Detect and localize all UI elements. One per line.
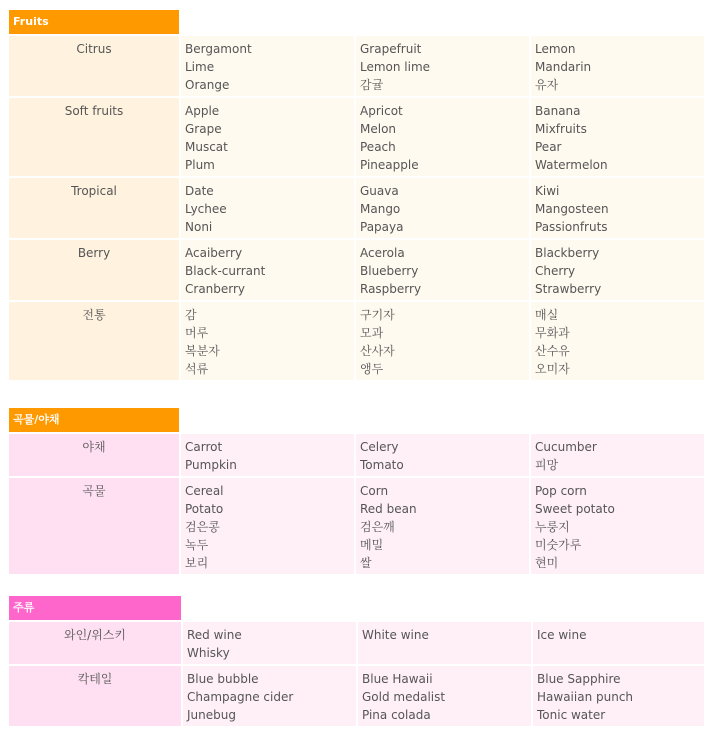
- item-label: Date: [185, 184, 214, 198]
- item-label: 쌀: [360, 556, 372, 570]
- alcohol-section: [9, 596, 181, 620]
- category-label: 전통: [82, 308, 106, 322]
- item-cell: [531, 434, 704, 476]
- item-cell: [356, 178, 529, 238]
- fruits-section: [9, 10, 179, 34]
- category-label: Soft fruits: [64, 104, 124, 118]
- item-cell: [358, 622, 531, 664]
- item-label: Carrot: [185, 440, 223, 454]
- category-cell: [9, 622, 181, 664]
- category-cell: [9, 434, 179, 476]
- category-label: 칵테일: [77, 672, 113, 686]
- item-label: Ice wine: [537, 628, 587, 642]
- item-label: Bergamont: [185, 42, 252, 56]
- item-label: Cereal: [185, 484, 224, 498]
- item-cell: [533, 622, 704, 664]
- item-cell: [356, 302, 529, 380]
- item-label: Orange: [185, 78, 230, 92]
- item-label: 매실: [535, 308, 559, 322]
- item-label: 산사자: [360, 344, 395, 358]
- item-label: 유자: [535, 78, 559, 92]
- item-label: Blue Sapphire: [537, 672, 621, 686]
- item-label: Blackberry: [535, 246, 600, 260]
- item-label: Blue Hawaii: [362, 672, 433, 686]
- category-cell: [9, 178, 179, 238]
- table-row: [9, 98, 704, 176]
- item-label: Peach: [360, 140, 396, 154]
- item-label: Acaiberry: [185, 246, 243, 260]
- item-label: Cucumber: [535, 440, 597, 454]
- item-label: Raspberry: [360, 282, 422, 296]
- item-cell: [531, 240, 704, 300]
- table-row: [9, 434, 704, 476]
- item-label: Blue bubble: [187, 672, 259, 686]
- item-label: Mango: [360, 202, 401, 216]
- item-label: White wine: [362, 628, 429, 642]
- item-label: Lemon lime: [360, 60, 431, 74]
- table-row: [9, 622, 704, 664]
- item-label: Champagne cider: [187, 690, 294, 704]
- item-label: Melon: [360, 122, 397, 136]
- alcohol-tab: 주류: [9, 596, 181, 620]
- item-label: 피망: [535, 458, 559, 472]
- item-label: 보리: [185, 556, 209, 570]
- grain-vegetable-table: [7, 432, 706, 576]
- item-label: 현미: [535, 556, 559, 570]
- category-cell: [9, 478, 179, 574]
- item-cell: [533, 666, 704, 726]
- item-label: Passionfruts: [535, 220, 608, 234]
- item-label: 무화과: [535, 326, 570, 340]
- item-label: Lychee: [185, 202, 227, 216]
- item-cell: [531, 98, 704, 176]
- table-row: [9, 36, 704, 96]
- item-label: Pop corn: [535, 484, 587, 498]
- item-label: Black-currant: [185, 264, 266, 278]
- category-cell: [9, 240, 179, 300]
- item-label: 앵두: [360, 362, 384, 376]
- item-label: Grapefruit: [360, 42, 422, 56]
- item-label: Grape: [185, 122, 222, 136]
- item-label: Noni: [185, 220, 213, 234]
- item-label: Lime: [185, 60, 215, 74]
- item-label: 누룽지: [535, 520, 570, 534]
- item-label: Mangosteen: [535, 202, 609, 216]
- item-label: Papaya: [360, 220, 404, 234]
- item-cell: [181, 178, 354, 238]
- item-label: Potato: [185, 502, 224, 516]
- item-label: Gold medalist: [362, 690, 446, 704]
- item-label: Hawaiian punch: [537, 690, 634, 704]
- category-label: Citrus: [76, 42, 112, 56]
- item-label: Watermelon: [535, 158, 608, 172]
- item-label: Pineapple: [360, 158, 419, 172]
- item-label: Apricot: [360, 104, 403, 118]
- category-cell: [9, 302, 179, 380]
- item-label: 복분자: [185, 344, 220, 358]
- item-label: Lemon: [535, 42, 576, 56]
- grain-vegetable-section: [9, 408, 179, 432]
- item-label: Banana: [535, 104, 581, 118]
- item-label: Whisky: [187, 646, 230, 660]
- grain-vegetable-tab: 곡물/야채: [9, 408, 179, 432]
- table-row: [9, 240, 704, 300]
- item-label: Red bean: [360, 502, 417, 516]
- category-cell: [9, 666, 181, 726]
- fruits-table: [7, 34, 706, 382]
- item-label: 머루: [185, 326, 209, 340]
- category-label: Tropical: [71, 184, 117, 198]
- item-label: 모과: [360, 326, 384, 340]
- item-cell: [356, 98, 529, 176]
- item-label: 메밀: [360, 538, 384, 552]
- category-label: 야채: [82, 440, 106, 454]
- item-label: Kiwi: [535, 184, 560, 198]
- table-row: [9, 478, 704, 574]
- item-label: Junebug: [187, 708, 236, 722]
- item-label: 오미자: [535, 362, 570, 376]
- item-label: Mandarin: [535, 60, 592, 74]
- item-label: Mixfruits: [535, 122, 587, 136]
- category-label: 와인/위스키: [63, 628, 126, 642]
- item-label: 석류: [185, 362, 209, 376]
- item-label: Tonic water: [537, 708, 606, 722]
- item-label: 미숫가루: [535, 538, 582, 552]
- item-cell: [181, 478, 354, 574]
- item-label: 감: [185, 308, 197, 322]
- item-label: 산수유: [535, 344, 570, 358]
- item-cell: [183, 666, 356, 726]
- item-label: Plum: [185, 158, 215, 172]
- item-label: Corn: [360, 484, 389, 498]
- table-row: [9, 666, 704, 726]
- item-label: Muscat: [185, 140, 228, 154]
- item-cell: [531, 302, 704, 380]
- item-cell: [181, 240, 354, 300]
- category-cell: [9, 98, 179, 176]
- table-row: [9, 178, 704, 238]
- item-cell: [181, 434, 354, 476]
- item-label: Celery: [360, 440, 399, 454]
- item-label: Cherry: [535, 264, 576, 278]
- item-cell: [531, 36, 704, 96]
- item-cell: [531, 178, 704, 238]
- item-label: Pear: [535, 140, 562, 154]
- item-label: Pumpkin: [185, 458, 237, 472]
- item-label: 검은콩: [185, 520, 220, 534]
- item-label: Acerola: [360, 246, 405, 260]
- fruits-tab: Fruits: [9, 10, 179, 34]
- item-label: Cranberry: [185, 282, 246, 296]
- item-cell: [356, 478, 529, 574]
- category-label: 곡물: [82, 484, 106, 498]
- alcohol-table: [7, 620, 706, 728]
- item-label: 감귤: [360, 78, 384, 92]
- item-label: Guava: [360, 184, 399, 198]
- item-label: 구기자: [360, 308, 395, 322]
- category-cell: [9, 36, 179, 96]
- item-label: 검은깨: [360, 520, 395, 534]
- item-cell: [181, 36, 354, 96]
- item-label: Sweet potato: [535, 502, 615, 516]
- item-label: Red wine: [187, 628, 242, 642]
- item-cell: [181, 302, 354, 380]
- item-label: Pina colada: [362, 708, 431, 722]
- item-cell: [356, 240, 529, 300]
- item-cell: [181, 98, 354, 176]
- item-cell: [531, 478, 704, 574]
- item-cell: [356, 434, 529, 476]
- category-label: Berry: [77, 246, 111, 260]
- item-cell: [183, 622, 356, 664]
- item-label: Tomato: [360, 458, 404, 472]
- item-cell: [356, 36, 529, 96]
- item-label: 녹두: [185, 538, 209, 552]
- item-label: Blueberry: [360, 264, 419, 278]
- item-label: Apple: [185, 104, 220, 118]
- item-label: Strawberry: [535, 282, 602, 296]
- item-cell: [358, 666, 531, 726]
- table-row: [9, 302, 704, 380]
